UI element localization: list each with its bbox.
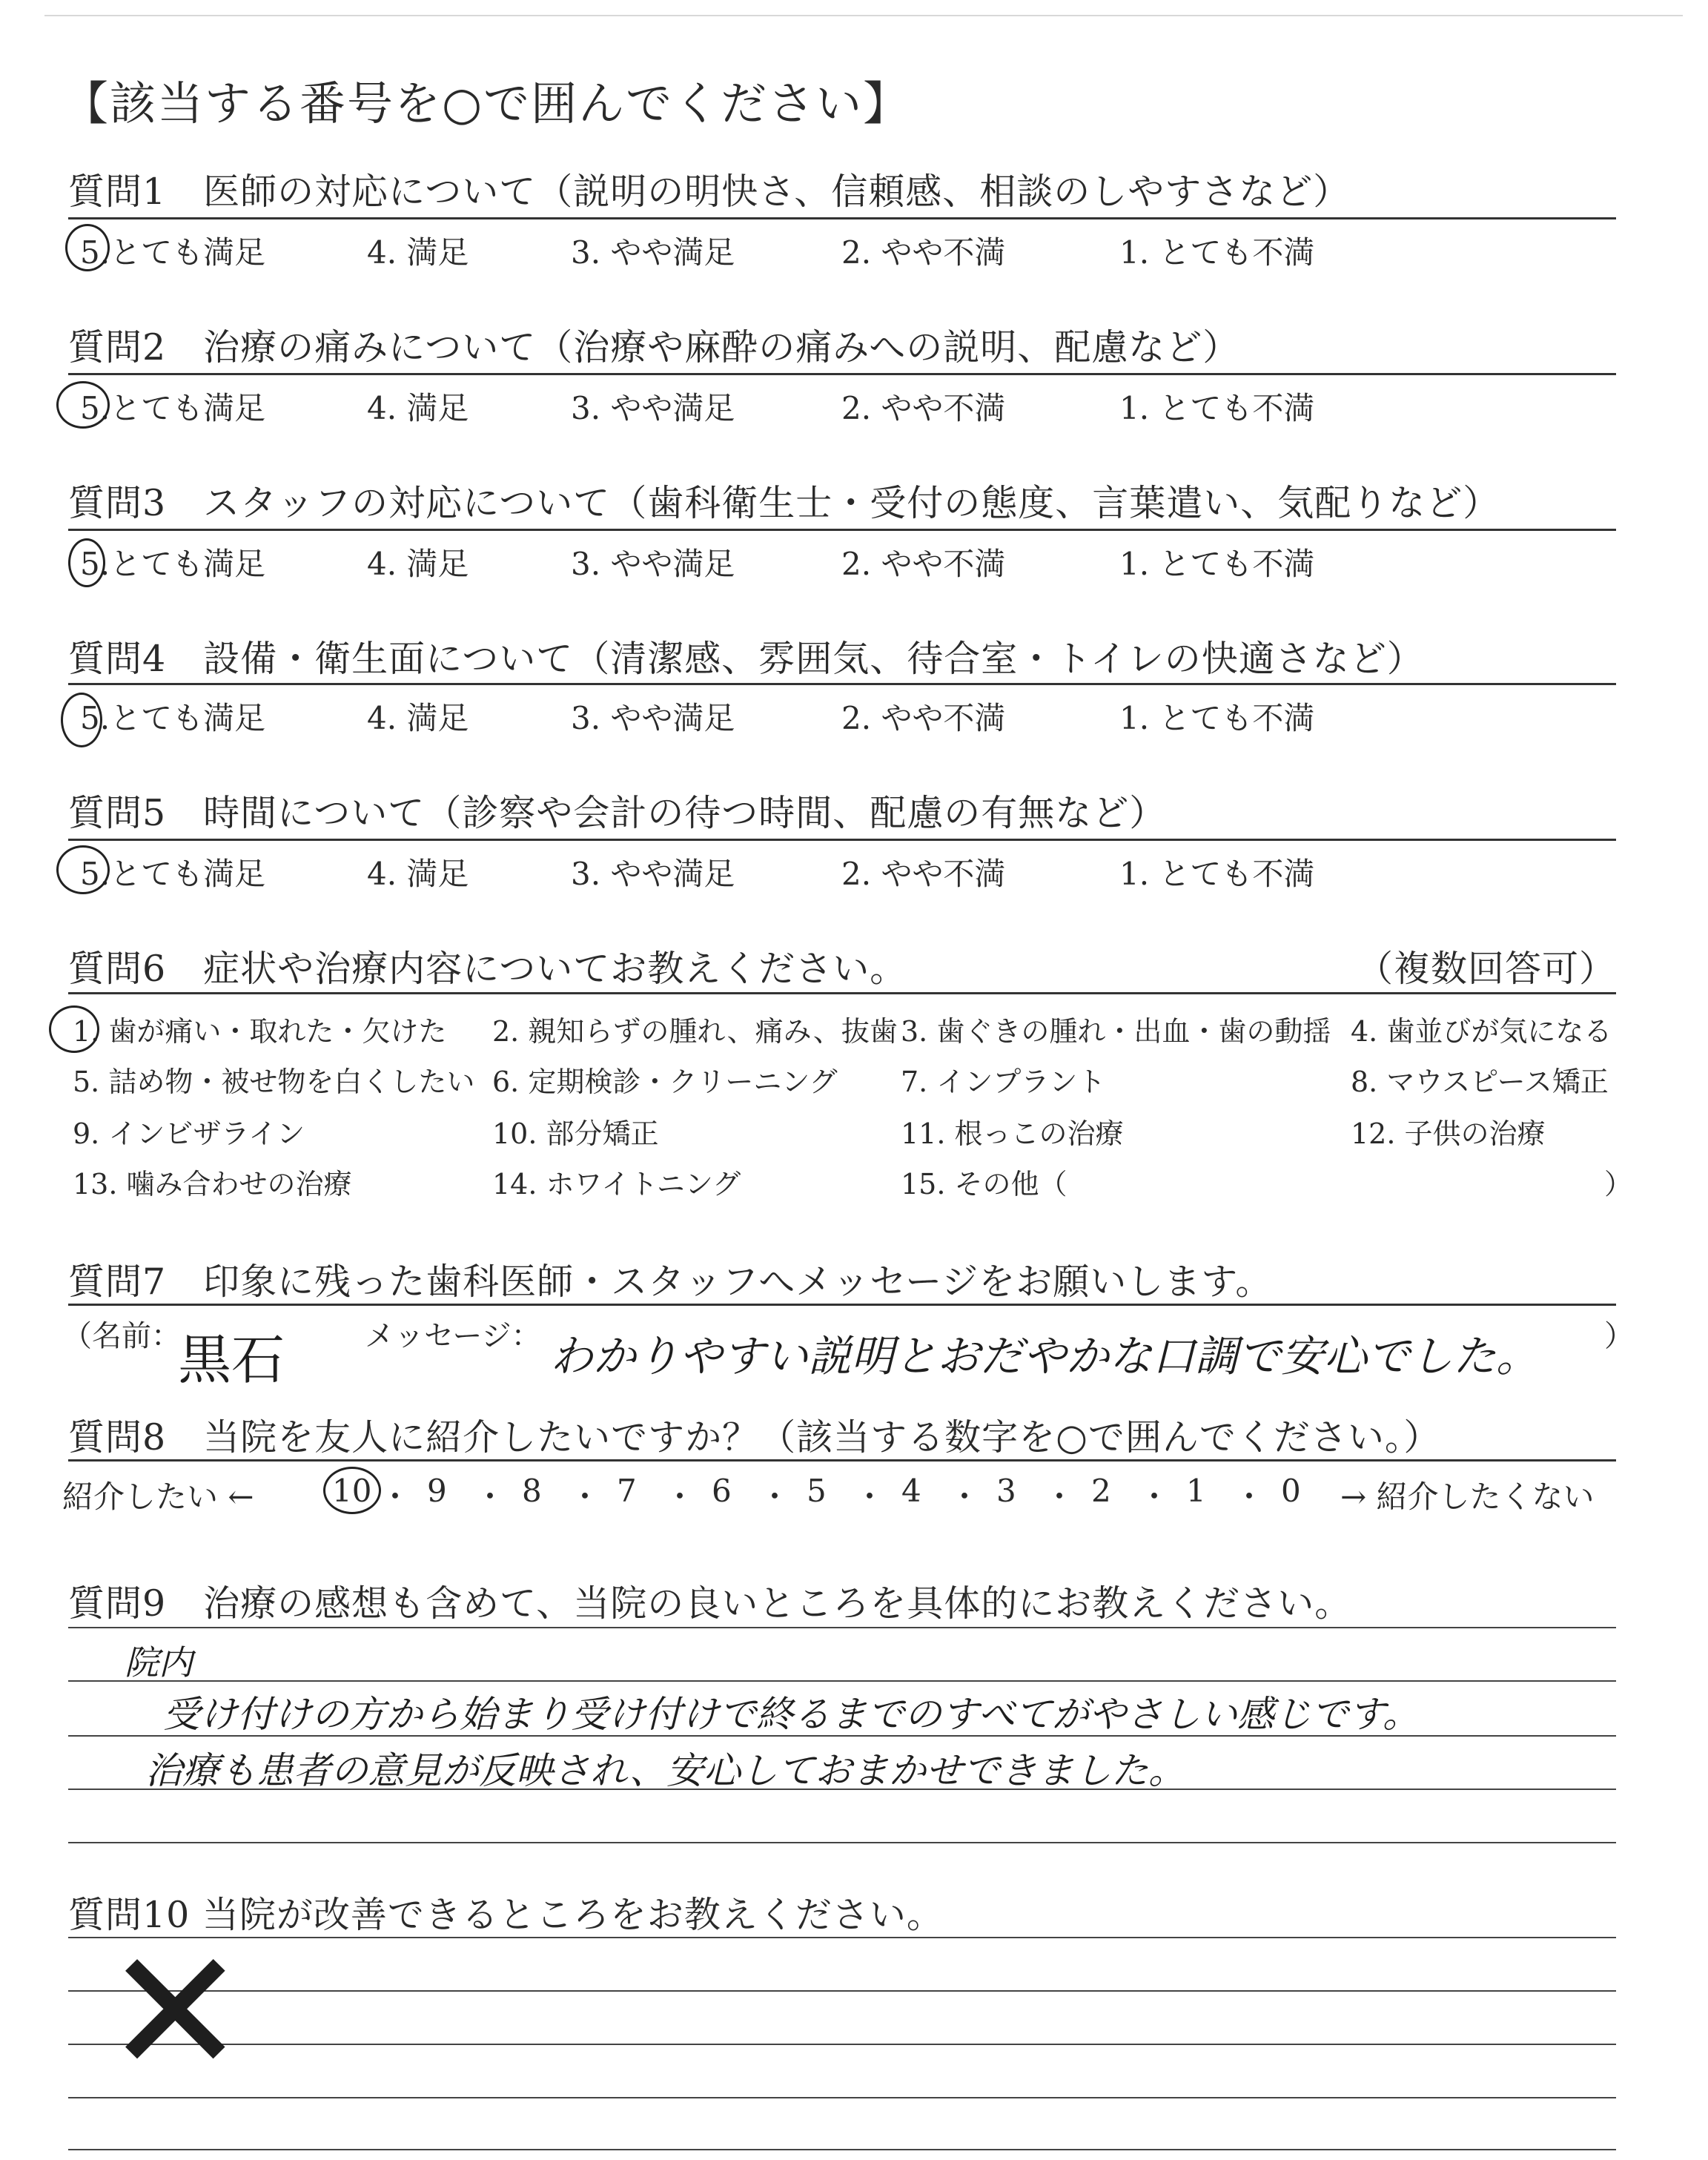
q6-title: 質問6 症状や治療内容についてお教えください。 xyxy=(68,948,907,990)
q8-right-label: → 紹介したくない xyxy=(1340,1479,1595,1515)
q9-line-2 xyxy=(68,1680,1616,1682)
q3-option-5[interactable]: 5.とても満足 xyxy=(80,546,266,582)
q3-option-2[interactable]: 2. やや不満 xyxy=(841,546,1006,582)
q4-option-2[interactable]: 2. やや不満 xyxy=(841,700,1006,736)
q6-item-11[interactable]: 11. 根っこの治療 xyxy=(901,1117,1124,1150)
q6-item-13[interactable]: 13. 噛み合わせの治療 xyxy=(73,1168,352,1200)
q8-score-1[interactable]: 1 xyxy=(1186,1473,1206,1509)
q8-separator: ・ xyxy=(474,1479,506,1515)
q9-title: 質問9 治療の感想も含めて、当院の良いところを具体的にお教えください。 xyxy=(68,1582,1352,1625)
q5-option-1[interactable]: 1. とても不満 xyxy=(1119,856,1315,892)
q1-option-4[interactable]: 4. 満足 xyxy=(367,234,469,271)
q1-option-1[interactable]: 1. とても不満 xyxy=(1119,234,1315,271)
q9-answer-line-3[interactable]: 治療も患者の意見が反映され、安心しておまかせできました。 xyxy=(145,1749,1185,1792)
q4-rule xyxy=(68,683,1616,685)
q4-selection-circle xyxy=(61,693,102,747)
q4-option-5[interactable]: 5.とても満足 xyxy=(80,700,266,736)
q5-option-2[interactable]: 2. やや不満 xyxy=(841,856,1006,892)
q7-close-paren: ） xyxy=(1604,1319,1634,1353)
q7-message-value[interactable]: わかりやすい説明とおだやかな口調で安心でした。 xyxy=(550,1331,1540,1381)
q8-score-5[interactable]: 5 xyxy=(807,1473,827,1509)
q8-selection-circle xyxy=(323,1467,381,1514)
q8-score-9[interactable]: 9 xyxy=(427,1473,447,1509)
q8-score-2[interactable]: 2 xyxy=(1091,1473,1111,1509)
q8-score-10[interactable]: 10 xyxy=(332,1473,372,1509)
page-top-edge xyxy=(44,15,1683,16)
q2-option-1[interactable]: 1. とても不満 xyxy=(1119,390,1315,426)
q6-item-8[interactable]: 8. マウスピース矯正 xyxy=(1351,1066,1609,1098)
q8-score-8[interactable]: 8 xyxy=(522,1473,542,1509)
q6-item-12[interactable]: 12. 子供の治療 xyxy=(1351,1117,1546,1150)
q2-option-5[interactable]: 5.とても満足 xyxy=(80,390,266,426)
q9-line-1 xyxy=(68,1627,1616,1628)
q3-option-1[interactable]: 1. とても不満 xyxy=(1119,546,1315,582)
q6-item-4[interactable]: 4. 歯並びが気になる xyxy=(1351,1015,1612,1048)
q8-separator: ・ xyxy=(569,1479,601,1515)
q8-score-6[interactable]: 6 xyxy=(712,1473,732,1509)
q5-option-3[interactable]: 3. やや満足 xyxy=(571,856,735,892)
q8-separator: ・ xyxy=(949,1479,981,1515)
q5-rule xyxy=(68,839,1616,841)
q4-option-1[interactable]: 1. とても不満 xyxy=(1119,700,1315,736)
q8-rule xyxy=(68,1459,1616,1462)
q4-title: 質問4 設備・衛生面について（清潔感、雰囲気、待合室・トイレの快適さなど） xyxy=(68,638,1424,680)
q1-title: 質問1 医師の対応について（説明の明快さ、信頼感、相談のしやすさなど） xyxy=(68,171,1351,213)
q6-item-2[interactable]: 2. 親知らずの腫れ、痛み、抜歯 xyxy=(492,1015,898,1048)
q9-answer-line-1[interactable]: 院内 xyxy=(125,1642,193,1682)
q6-item-9[interactable]: 9. インビザライン xyxy=(73,1117,305,1150)
q5-title: 質問5 時間について（診察や会計の待つ時間、配慮の有無など） xyxy=(68,792,1167,834)
q3-selection-circle xyxy=(68,538,105,587)
q6-note: （複数回答可） xyxy=(1357,948,1617,990)
q5-option-5[interactable]: 5.とても満足 xyxy=(80,856,266,892)
q2-option-2[interactable]: 2. やや不満 xyxy=(841,390,1006,426)
q6-selection-circle xyxy=(49,1005,99,1053)
q10-line-4 xyxy=(68,2097,1616,2098)
q10-line-2 xyxy=(68,1990,1616,1992)
q7-rule xyxy=(68,1304,1616,1306)
q8-separator: ・ xyxy=(854,1479,886,1515)
q10-line-1 xyxy=(68,1937,1616,1938)
q2-rule xyxy=(68,373,1616,375)
q10-line-3 xyxy=(68,2044,1616,2045)
q8-separator: ・ xyxy=(759,1479,791,1515)
q6-item-6[interactable]: 6. 定期検診・クリーニング xyxy=(492,1066,838,1098)
q8-score-3[interactable]: 3 xyxy=(996,1473,1016,1509)
q1-rule xyxy=(68,217,1616,219)
q8-score-7[interactable]: 7 xyxy=(617,1473,637,1509)
q1-option-2[interactable]: 2. やや不満 xyxy=(841,234,1006,271)
q2-title: 質問2 治療の痛みについて（治療や麻酔の痛みへの説明、配慮など） xyxy=(68,326,1240,369)
q10-cross-mark[interactable]: ✕ xyxy=(104,1914,247,2112)
q2-selection-circle xyxy=(56,381,110,429)
q4-option-3[interactable]: 3. やや満足 xyxy=(571,700,735,736)
q8-separator: ・ xyxy=(664,1479,696,1515)
q8-separator: ・ xyxy=(1234,1479,1265,1515)
q1-option-3[interactable]: 3. やや満足 xyxy=(571,234,735,271)
q8-title: 質問8 当院を友人に紹介したいですか？（該当する数字を○で囲んでください。） xyxy=(68,1416,1441,1459)
q8-left-label: 紹介したい ← xyxy=(62,1479,254,1515)
q5-selection-circle xyxy=(56,845,110,894)
q3-title: 質問3 スタッフの対応について（歯科衛生士・受付の態度、言葉遣い、気配りなど） xyxy=(68,482,1500,524)
q9-answer-line-2[interactable]: 受け付けの方から始まり受け付けで終るまでのすべてがやさしい感じです。 xyxy=(163,1693,1420,1736)
q6-item-15[interactable]: 15. その他（ xyxy=(901,1168,1068,1200)
q1-selection-circle xyxy=(65,224,110,271)
q7-name-label: （名前： xyxy=(62,1319,181,1353)
q1-option-5[interactable]: 5.とても満足 xyxy=(80,234,266,271)
q7-name-value[interactable]: 黒石 xyxy=(178,1329,285,1391)
q2-option-4[interactable]: 4. 満足 xyxy=(367,390,469,426)
q6-item-3[interactable]: 3. 歯ぐきの腫れ・出血・歯の動揺 xyxy=(901,1015,1331,1048)
q6-item-5[interactable]: 5. 詰め物・被せ物を白くしたい xyxy=(73,1066,475,1098)
q3-rule xyxy=(68,529,1616,531)
q9-line-5 xyxy=(68,1842,1616,1843)
q6-item-7[interactable]: 7. インプラント xyxy=(901,1066,1106,1098)
q7-message-label: メッセージ： xyxy=(365,1319,541,1353)
q6-item-14[interactable]: 14. ホワイトニング xyxy=(492,1168,741,1200)
q8-separator: ・ xyxy=(380,1479,411,1515)
q8-separator: ・ xyxy=(1139,1479,1171,1515)
q8-score-4[interactable]: 4 xyxy=(901,1473,921,1509)
form-header: 【該当する番号を○で囲んでください】 xyxy=(62,76,911,131)
q8-separator: ・ xyxy=(1044,1479,1076,1515)
q2-option-3[interactable]: 3. やや満足 xyxy=(571,390,735,426)
q3-option-3[interactable]: 3. やや満足 xyxy=(571,546,735,582)
q10-title: 質問10 当院が改善できるところをお教えください。 xyxy=(68,1894,944,1936)
q6-item-10[interactable]: 10. 部分矯正 xyxy=(492,1117,659,1150)
q10-line-5 xyxy=(68,2149,1616,2150)
q6-rule xyxy=(68,992,1616,994)
q5-option-4[interactable]: 4. 満足 xyxy=(367,856,469,892)
q7-title: 質問7 印象に残った歯科医師・スタッフへメッセージをお願いします。 xyxy=(68,1261,1273,1303)
q6-item-15-close: ） xyxy=(1604,1168,1633,1200)
q8-score-0[interactable]: 0 xyxy=(1281,1473,1301,1509)
q4-option-4[interactable]: 4. 満足 xyxy=(367,700,469,736)
q3-option-4[interactable]: 4. 満足 xyxy=(367,546,469,582)
q6-item-1[interactable]: 1. 歯が痛い・取れた・欠けた xyxy=(73,1015,447,1048)
